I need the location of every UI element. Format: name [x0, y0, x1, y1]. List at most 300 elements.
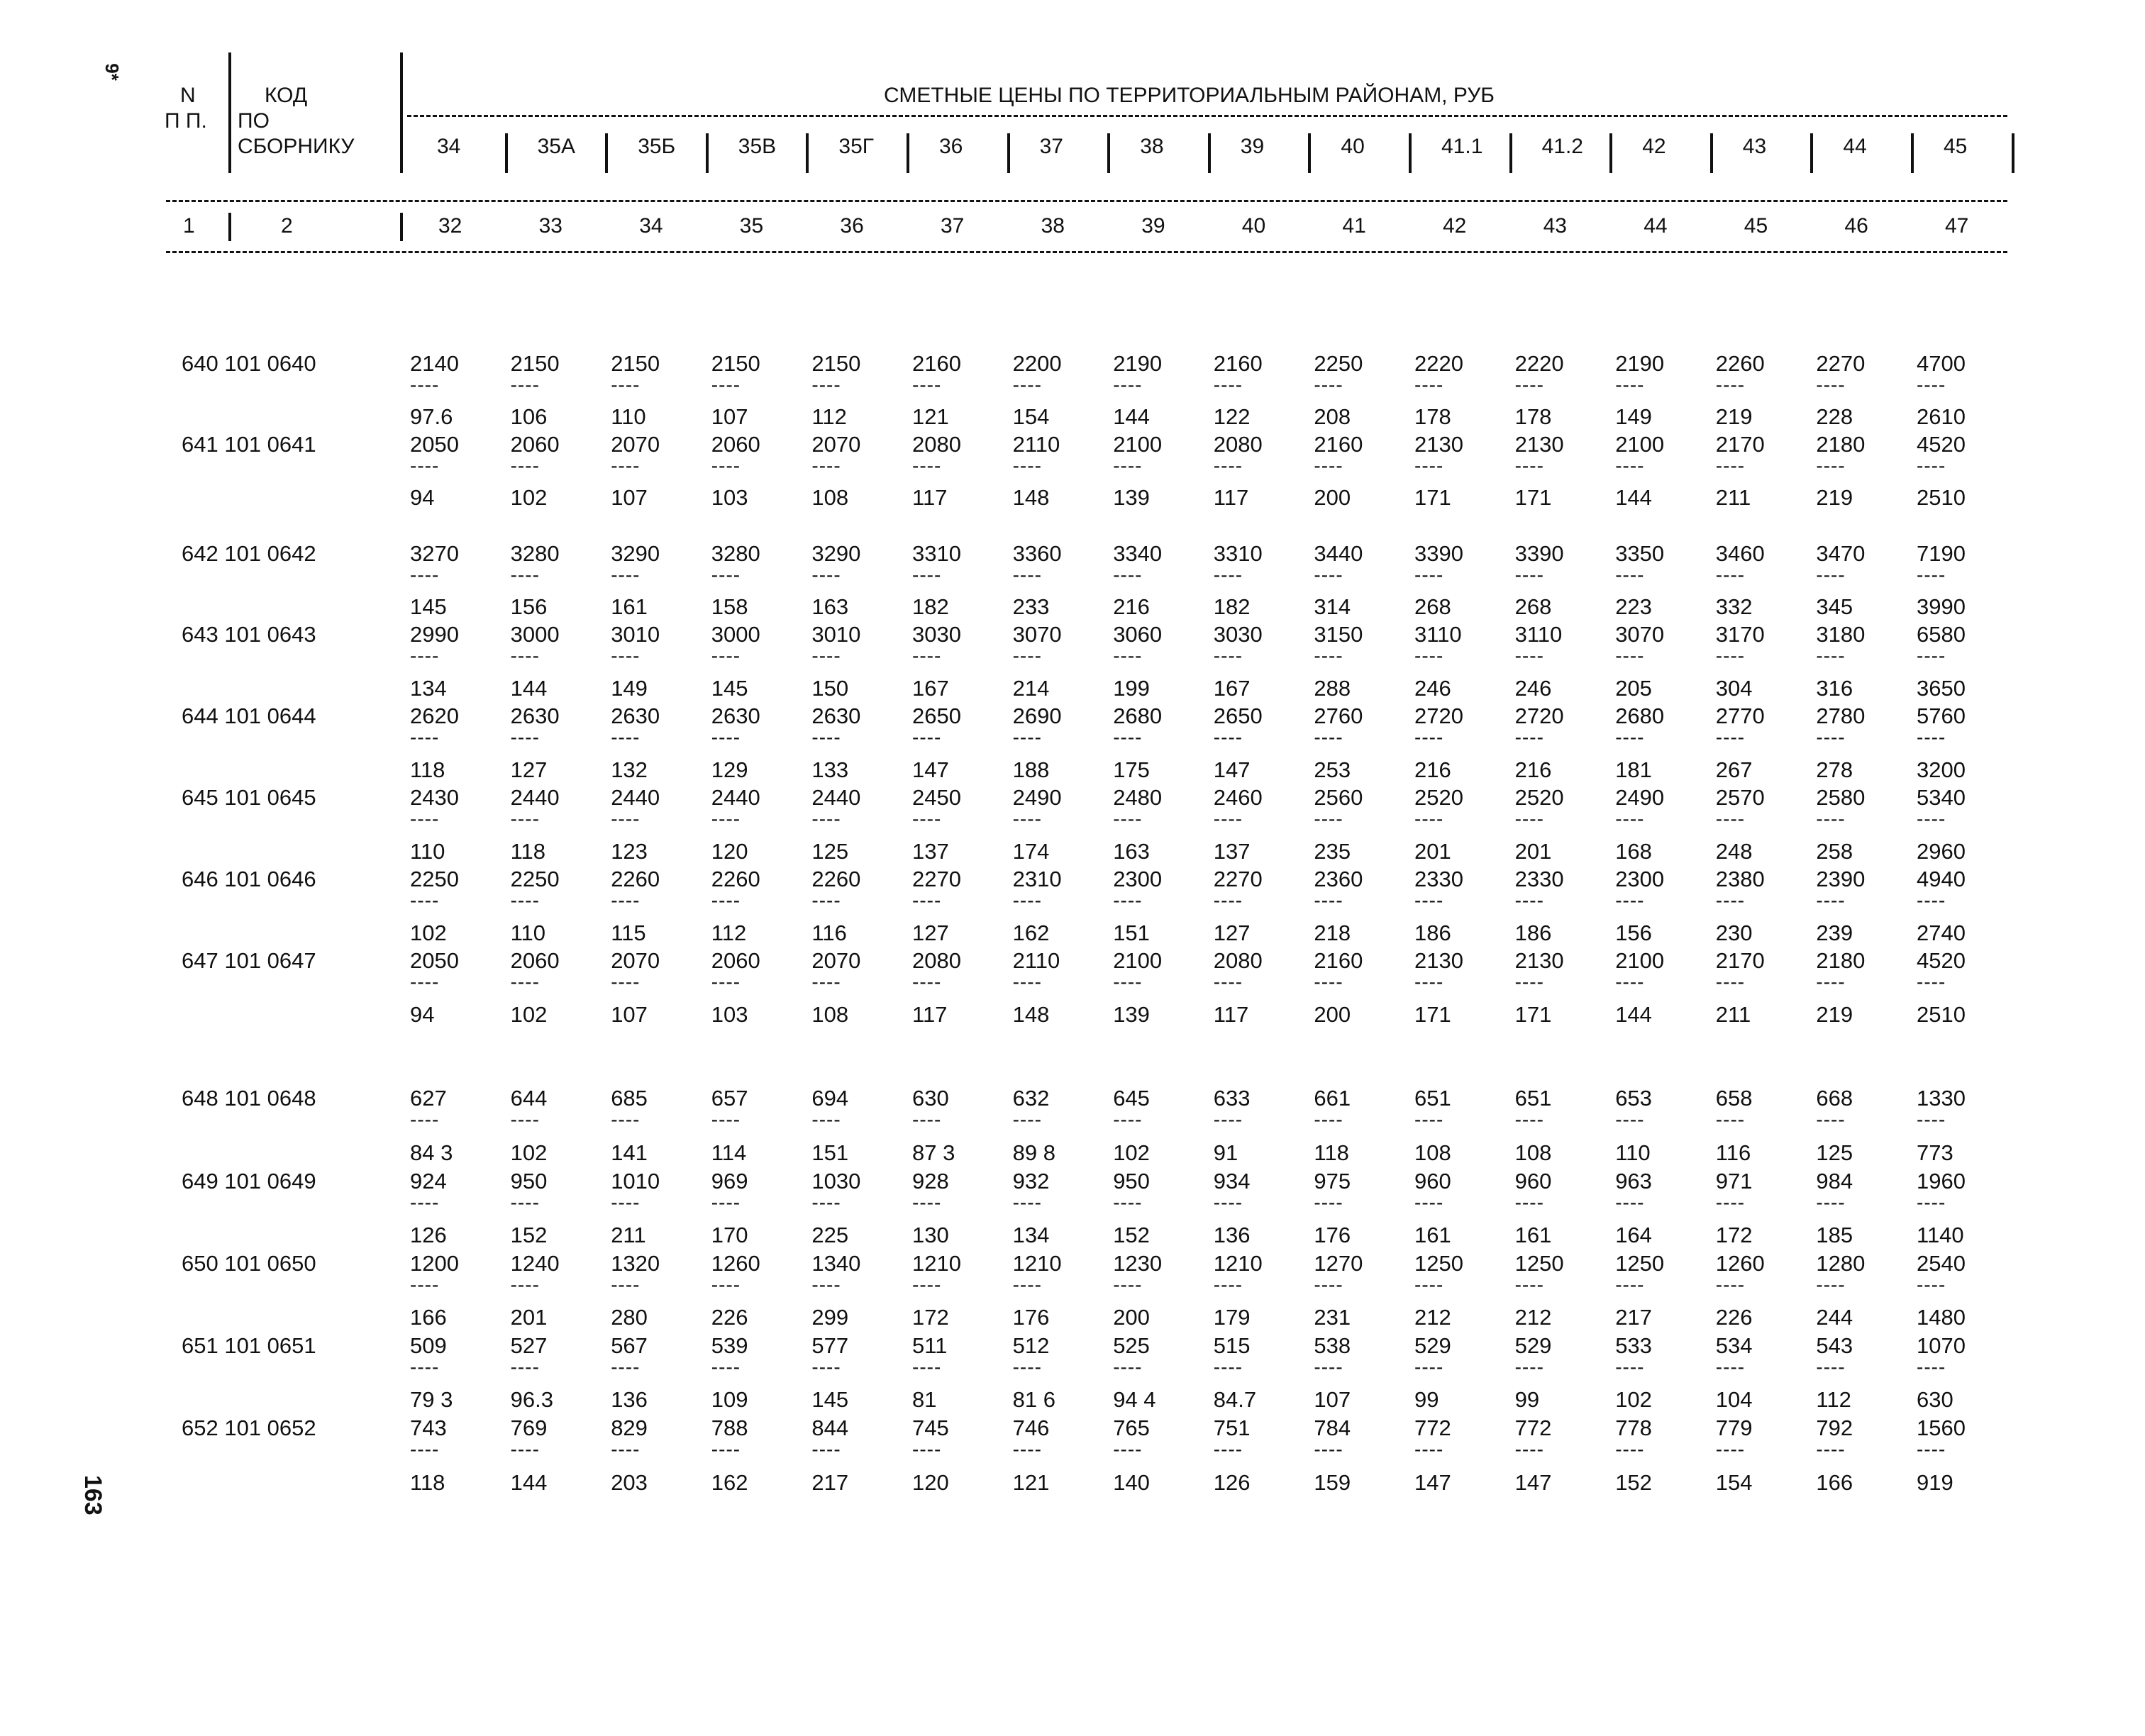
- price-cell: 150: [811, 676, 849, 701]
- price-cell: 632: [1012, 1086, 1050, 1111]
- price-cell: 148: [1012, 1002, 1050, 1027]
- price-cell: 108: [811, 1002, 849, 1027]
- fraction-bar: ----: [1012, 564, 1042, 586]
- fraction-bar: ----: [410, 971, 440, 993]
- price-cell: 304: [1715, 676, 1753, 701]
- price-cell: 154: [1715, 1470, 1753, 1495]
- price-cell: 633: [1213, 1086, 1251, 1111]
- fraction-bar: ----: [1414, 1274, 1444, 1296]
- price-cell: 117: [912, 1002, 948, 1027]
- price-cell: 107: [611, 1002, 648, 1027]
- fraction-bar: ----: [811, 1274, 841, 1296]
- price-cell: 186: [1414, 920, 1451, 945]
- fraction-bar: ----: [1816, 645, 1846, 667]
- price-cell: 3150: [1314, 622, 1363, 647]
- price-cell: 171: [1514, 485, 1552, 510]
- price-cell: 104: [1715, 1387, 1753, 1412]
- price-cell: 6580: [1917, 622, 1966, 647]
- price-cell: 176: [1012, 1305, 1050, 1330]
- price-cell: 144: [1615, 485, 1652, 510]
- fraction-bar: ----: [1715, 1108, 1746, 1130]
- region-header: 43: [1742, 135, 1767, 158]
- price-cell: 2960: [1917, 839, 1966, 864]
- fraction-bar: ----: [510, 1191, 540, 1213]
- price-cell: 345: [1816, 594, 1853, 619]
- fraction-bar: ----: [410, 1356, 440, 1378]
- price-cell: 2520: [1514, 785, 1564, 810]
- price-cell: 3290: [611, 541, 660, 566]
- price-cell: 94: [410, 1002, 435, 1027]
- price-cell: 167: [912, 676, 949, 701]
- price-cell: 145: [811, 1387, 849, 1412]
- fraction-bar: ----: [611, 1274, 641, 1296]
- price-cell: 1320: [611, 1251, 660, 1276]
- header-divider: [228, 52, 231, 173]
- fraction-bar: ----: [1715, 808, 1746, 830]
- price-cell: 1560: [1917, 1415, 1966, 1440]
- price-cell: 3290: [811, 541, 861, 566]
- fraction-bar: ----: [1615, 808, 1645, 830]
- fraction-bar: ----: [611, 1108, 641, 1130]
- region-header: 45: [1944, 135, 1968, 158]
- price-cell: 2620: [410, 703, 459, 728]
- price-cell: 630: [912, 1086, 949, 1111]
- price-cell: 2050: [410, 948, 459, 973]
- price-cell: 1960: [1917, 1169, 1966, 1194]
- price-cell: 127: [912, 920, 949, 945]
- price-cell: 89 8: [1012, 1140, 1055, 1165]
- price-cell: 223: [1615, 594, 1652, 619]
- fraction-bar: ----: [410, 374, 440, 396]
- fraction-bar: ----: [912, 455, 942, 477]
- price-cell: 668: [1816, 1086, 1853, 1111]
- fraction-bar: ----: [1314, 1438, 1343, 1460]
- price-cell: 231: [1314, 1305, 1351, 1330]
- price-cell: 179: [1213, 1305, 1251, 1330]
- fraction-bar: ----: [410, 889, 440, 911]
- price-cell: 117: [1213, 485, 1249, 510]
- price-cell: 200: [1314, 485, 1351, 510]
- price-cell: 2380: [1715, 867, 1765, 891]
- fraction-bar: ----: [1816, 455, 1846, 477]
- header-divider: [228, 213, 231, 241]
- fraction-bar: ----: [1012, 1438, 1042, 1460]
- fraction-bar: ----: [1715, 374, 1746, 396]
- fraction-bar: ----: [1213, 374, 1243, 396]
- fraction-bar: ----: [811, 374, 841, 396]
- price-cell: 3360: [1012, 541, 1062, 566]
- page-mark: 9*: [101, 63, 123, 81]
- fraction-bar: ----: [1414, 1356, 1444, 1378]
- column-number: 2: [281, 214, 293, 238]
- price-cell: 1210: [1213, 1251, 1263, 1276]
- price-cell: 208: [1314, 404, 1351, 429]
- price-cell: 529: [1514, 1333, 1552, 1358]
- price-cell: 170: [711, 1223, 748, 1247]
- fraction-bar: ----: [1615, 889, 1645, 911]
- row-code: 643 101 0643: [182, 622, 316, 647]
- price-cell: 534: [1715, 1333, 1753, 1358]
- fraction-bar: ----: [711, 889, 741, 911]
- price-cell: 2260: [711, 867, 760, 891]
- price-cell: 147: [1514, 1470, 1552, 1495]
- price-cell: 1280: [1816, 1251, 1866, 1276]
- row-code: 646 101 0646: [182, 867, 316, 891]
- price-cell: 2220: [1414, 351, 1463, 376]
- fraction-bar: ----: [1012, 455, 1042, 477]
- fraction-bar: ----: [1113, 889, 1143, 911]
- fraction-bar: ----: [1414, 726, 1444, 748]
- price-cell: 91: [1213, 1140, 1238, 1165]
- price-cell: 216: [1113, 594, 1150, 619]
- price-cell: 685: [611, 1086, 648, 1111]
- price-cell: 772: [1514, 1415, 1552, 1440]
- price-cell: 168: [1615, 839, 1652, 864]
- column-divider: [2012, 133, 2014, 173]
- column-number: 36: [840, 214, 864, 238]
- fraction-bar: ----: [1715, 1274, 1746, 1296]
- fraction-bar: ----: [611, 726, 641, 748]
- price-cell: 2080: [912, 432, 961, 457]
- price-cell: 2270: [912, 867, 961, 891]
- fraction-bar: ----: [1213, 889, 1243, 911]
- price-cell: 288: [1314, 676, 1351, 701]
- price-cell: 233: [1012, 594, 1050, 619]
- price-cell: 314: [1314, 594, 1351, 619]
- fraction-bar: ----: [912, 645, 942, 667]
- price-cell: 171: [1414, 1002, 1451, 1027]
- price-cell: 110: [510, 920, 546, 945]
- fraction-bar: ----: [1012, 1274, 1042, 1296]
- price-cell: 644: [510, 1086, 548, 1111]
- price-cell: 2150: [510, 351, 560, 376]
- fraction-bar: ----: [1113, 726, 1143, 748]
- price-cell: 2250: [410, 867, 459, 891]
- price-cell: 199: [1113, 676, 1150, 701]
- price-cell: 2070: [811, 948, 861, 973]
- price-cell: 248: [1715, 839, 1753, 864]
- price-cell: 645: [1113, 1086, 1150, 1111]
- fraction-bar: ----: [912, 564, 942, 586]
- column-divider: [505, 133, 508, 173]
- price-cell: 784: [1314, 1415, 1351, 1440]
- price-cell: 156: [1615, 920, 1652, 945]
- fraction-bar: ----: [1414, 455, 1444, 477]
- column-number: 45: [1744, 214, 1768, 238]
- price-cell: 120: [711, 839, 748, 864]
- price-cell: 630: [1917, 1387, 1953, 1412]
- price-cell: 2130: [1514, 432, 1564, 457]
- price-cell: 1340: [811, 1251, 861, 1276]
- column-divider: [1911, 133, 1914, 173]
- fraction-bar: ----: [410, 645, 440, 667]
- price-cell: 2330: [1414, 867, 1463, 891]
- price-cell: 144: [1113, 404, 1150, 429]
- price-cell: 539: [711, 1333, 748, 1358]
- fraction-bar: ----: [1917, 1356, 1946, 1378]
- column-number: 37: [941, 214, 965, 238]
- price-cell: 144: [510, 676, 548, 701]
- fraction-bar: ----: [1213, 455, 1243, 477]
- price-cell: 2680: [1615, 703, 1665, 728]
- price-cell: 161: [611, 594, 648, 619]
- price-cell: 3460: [1715, 541, 1765, 566]
- column-divider: [907, 133, 909, 173]
- price-cell: 1270: [1314, 1251, 1363, 1276]
- fraction-bar: ----: [611, 1356, 641, 1378]
- region-header: 34: [437, 135, 461, 158]
- price-cell: 1260: [1715, 1251, 1765, 1276]
- fraction-bar: ----: [1816, 564, 1846, 586]
- fraction-bar: ----: [611, 455, 641, 477]
- price-cell: 525: [1113, 1333, 1150, 1358]
- price-cell: 2190: [1615, 351, 1665, 376]
- price-cell: 1230: [1113, 1251, 1163, 1276]
- fraction-bar: ----: [912, 808, 942, 830]
- price-cell: 246: [1414, 676, 1451, 701]
- fraction-bar: ----: [1514, 1438, 1544, 1460]
- price-cell: 117: [912, 485, 948, 510]
- price-cell: 2260: [1715, 351, 1765, 376]
- price-cell: 102: [510, 1002, 548, 1027]
- price-cell: 186: [1514, 920, 1552, 945]
- price-cell: 117: [1213, 1002, 1249, 1027]
- price-cell: 2060: [510, 948, 560, 973]
- row-code: 644 101 0644: [182, 703, 316, 728]
- fraction-bar: ----: [1514, 1356, 1544, 1378]
- region-header: 39: [1240, 135, 1265, 158]
- fraction-bar: ----: [1213, 726, 1243, 748]
- price-cell: 772: [1414, 1415, 1451, 1440]
- price-cell: 84 3: [410, 1140, 453, 1165]
- price-cell: 2460: [1213, 785, 1263, 810]
- column-divider: [1208, 133, 1211, 173]
- column-number: 33: [538, 214, 562, 238]
- fraction-bar: ----: [510, 889, 540, 911]
- price-cell: 139: [1113, 1002, 1150, 1027]
- price-cell: 3070: [1012, 622, 1062, 647]
- price-cell: 928: [912, 1169, 949, 1194]
- price-cell: 145: [410, 594, 447, 619]
- price-cell: 511: [912, 1333, 948, 1358]
- fraction-bar: ----: [1213, 1438, 1243, 1460]
- price-cell: 219: [1816, 485, 1853, 510]
- price-cell: 1200: [410, 1251, 459, 1276]
- fraction-bar: ----: [510, 374, 540, 396]
- price-cell: 653: [1615, 1086, 1652, 1111]
- fraction-bar: ----: [811, 455, 841, 477]
- price-cell: 3280: [711, 541, 760, 566]
- price-cell: 126: [1213, 1470, 1251, 1495]
- fraction-bar: ----: [1615, 1438, 1645, 1460]
- column-number: 32: [438, 214, 462, 238]
- price-cell: 94 4: [1113, 1387, 1156, 1412]
- price-cell: 134: [410, 676, 447, 701]
- price-cell: 118: [1314, 1140, 1349, 1165]
- fraction-bar: ----: [611, 1438, 641, 1460]
- price-cell: 2100: [1615, 432, 1665, 457]
- price-cell: 137: [1213, 839, 1251, 864]
- fraction-bar: ----: [1113, 1191, 1143, 1213]
- price-cell: 3070: [1615, 622, 1665, 647]
- fraction-bar: ----: [510, 1438, 540, 1460]
- column-divider: [806, 133, 809, 173]
- header-rule: [407, 115, 2007, 117]
- fraction-bar: ----: [1514, 564, 1544, 586]
- fraction-bar: ----: [410, 1108, 440, 1130]
- fraction-bar: ----: [1615, 564, 1645, 586]
- price-cell: 2250: [1314, 351, 1363, 376]
- price-cell: 2100: [1113, 432, 1163, 457]
- fraction-bar: ----: [1816, 726, 1846, 748]
- price-cell: 216: [1514, 757, 1552, 782]
- price-cell: 163: [1113, 839, 1150, 864]
- price-cell: 4940: [1917, 867, 1966, 891]
- price-cell: 2510: [1917, 485, 1966, 510]
- price-cell: 2080: [912, 948, 961, 973]
- fraction-bar: ----: [1213, 1274, 1243, 1296]
- fraction-bar: ----: [1314, 1356, 1343, 1378]
- price-cell: 79 3: [410, 1387, 453, 1412]
- fraction-bar: ----: [1715, 726, 1746, 748]
- header-code-line2: ПО: [238, 109, 270, 133]
- price-cell: 107: [1314, 1387, 1351, 1412]
- fraction-bar: ----: [811, 1108, 841, 1130]
- fraction-bar: ----: [1917, 455, 1946, 477]
- price-cell: 2130: [1514, 948, 1564, 973]
- column-divider: [1107, 133, 1110, 173]
- price-cell: 3000: [510, 622, 560, 647]
- fraction-bar: ----: [1816, 808, 1846, 830]
- price-cell: 2080: [1213, 948, 1263, 973]
- fraction-bar: ----: [711, 1438, 741, 1460]
- price-cell: 228: [1816, 404, 1853, 429]
- price-cell: 96.3: [510, 1387, 553, 1412]
- price-cell: 778: [1615, 1415, 1652, 1440]
- price-cell: 163: [811, 594, 849, 619]
- price-cell: 158: [711, 594, 748, 619]
- fraction-bar: ----: [611, 1191, 641, 1213]
- price-cell: 2780: [1816, 703, 1866, 728]
- price-cell: 773: [1917, 1140, 1953, 1165]
- price-cell: 1240: [510, 1251, 560, 1276]
- price-cell: 87 3: [912, 1140, 955, 1165]
- price-cell: 3470: [1816, 541, 1866, 566]
- fraction-bar: ----: [611, 374, 641, 396]
- fraction-bar: ----: [1012, 726, 1042, 748]
- price-cell: 332: [1715, 594, 1753, 619]
- fraction-bar: ----: [1917, 889, 1946, 911]
- price-cell: 102: [1113, 1140, 1150, 1165]
- price-cell: 3270: [410, 541, 459, 566]
- column-divider: [1710, 133, 1713, 173]
- fraction-bar: ----: [1715, 564, 1746, 586]
- fraction-bar: ----: [912, 1274, 942, 1296]
- row-code: 647 101 0647: [182, 948, 316, 973]
- fraction-bar: ----: [1917, 808, 1946, 830]
- header-n-line2: П П.: [165, 109, 207, 133]
- price-cell: 151: [811, 1140, 849, 1165]
- row-code: 650 101 0650: [182, 1251, 316, 1276]
- fraction-bar: ----: [711, 645, 741, 667]
- price-cell: 200: [1314, 1002, 1351, 1027]
- fraction-bar: ----: [1314, 726, 1343, 748]
- price-cell: 932: [1012, 1169, 1050, 1194]
- price-cell: 2440: [510, 785, 560, 810]
- row-code: 640 101 0640: [182, 351, 316, 376]
- price-cell: 116: [1715, 1140, 1751, 1165]
- price-cell: 1010: [611, 1169, 660, 1194]
- price-cell: 268: [1414, 594, 1451, 619]
- fraction-bar: ----: [1113, 564, 1143, 586]
- price-cell: 154: [1012, 404, 1050, 429]
- price-cell: 533: [1615, 1333, 1652, 1358]
- fraction-bar: ----: [1615, 455, 1645, 477]
- header-divider: [400, 213, 403, 241]
- price-cell: 2440: [811, 785, 861, 810]
- price-cell: 211: [611, 1223, 646, 1247]
- price-cell: 134: [1012, 1223, 1050, 1247]
- price-cell: 152: [1113, 1223, 1150, 1247]
- price-cell: 5760: [1917, 703, 1966, 728]
- price-cell: 2360: [1314, 867, 1363, 891]
- fraction-bar: ----: [510, 726, 540, 748]
- fraction-bar: ----: [1715, 889, 1746, 911]
- price-cell: 217: [1615, 1305, 1652, 1330]
- price-cell: 509: [410, 1333, 447, 1358]
- header-title: СМЕТНЫЕ ЦЕНЫ ПО ТЕРРИТОРИАЛЬНЫМ РАЙОНАМ, РУБ: [884, 84, 1495, 107]
- price-cell: 102: [1615, 1387, 1652, 1412]
- price-cell: 97.6: [410, 404, 453, 429]
- price-cell: 3990: [1917, 594, 1966, 619]
- price-cell: 3010: [811, 622, 861, 647]
- region-header: 44: [1843, 135, 1867, 158]
- fraction-bar: ----: [611, 808, 641, 830]
- fraction-bar: ----: [1715, 971, 1746, 993]
- price-cell: 2220: [1514, 351, 1564, 376]
- region-header: 35Б: [638, 135, 676, 158]
- fraction-bar: ----: [1917, 971, 1946, 993]
- price-cell: 661: [1314, 1086, 1351, 1111]
- price-cell: 127: [510, 757, 548, 782]
- price-cell: 107: [711, 404, 748, 429]
- row-code: 645 101 0645: [182, 785, 316, 810]
- price-cell: 112: [1816, 1387, 1851, 1412]
- price-cell: 147: [1213, 757, 1251, 782]
- price-cell: 694: [811, 1086, 849, 1111]
- price-cell: 216: [1414, 757, 1451, 782]
- price-cell: 107: [611, 485, 648, 510]
- price-cell: 212: [1514, 1305, 1552, 1330]
- price-cell: 178: [1514, 404, 1552, 429]
- price-cell: 126: [410, 1223, 447, 1247]
- fraction-bar: ----: [1314, 374, 1343, 396]
- price-cell: 164: [1615, 1223, 1652, 1247]
- fraction-bar: ----: [912, 1356, 942, 1378]
- price-cell: 244: [1816, 1305, 1853, 1330]
- price-cell: 120: [912, 1470, 949, 1495]
- price-cell: 102: [410, 920, 447, 945]
- price-cell: 3350: [1615, 541, 1665, 566]
- header-code-line1: КОД: [265, 84, 308, 107]
- price-cell: 149: [1615, 404, 1652, 429]
- price-cell: 512: [1012, 1333, 1050, 1358]
- page-number: 163: [79, 1475, 106, 1515]
- price-cell: 577: [811, 1333, 849, 1358]
- fraction-bar: ----: [1715, 645, 1746, 667]
- column-divider: [1509, 133, 1512, 173]
- fraction-bar: ----: [1615, 374, 1645, 396]
